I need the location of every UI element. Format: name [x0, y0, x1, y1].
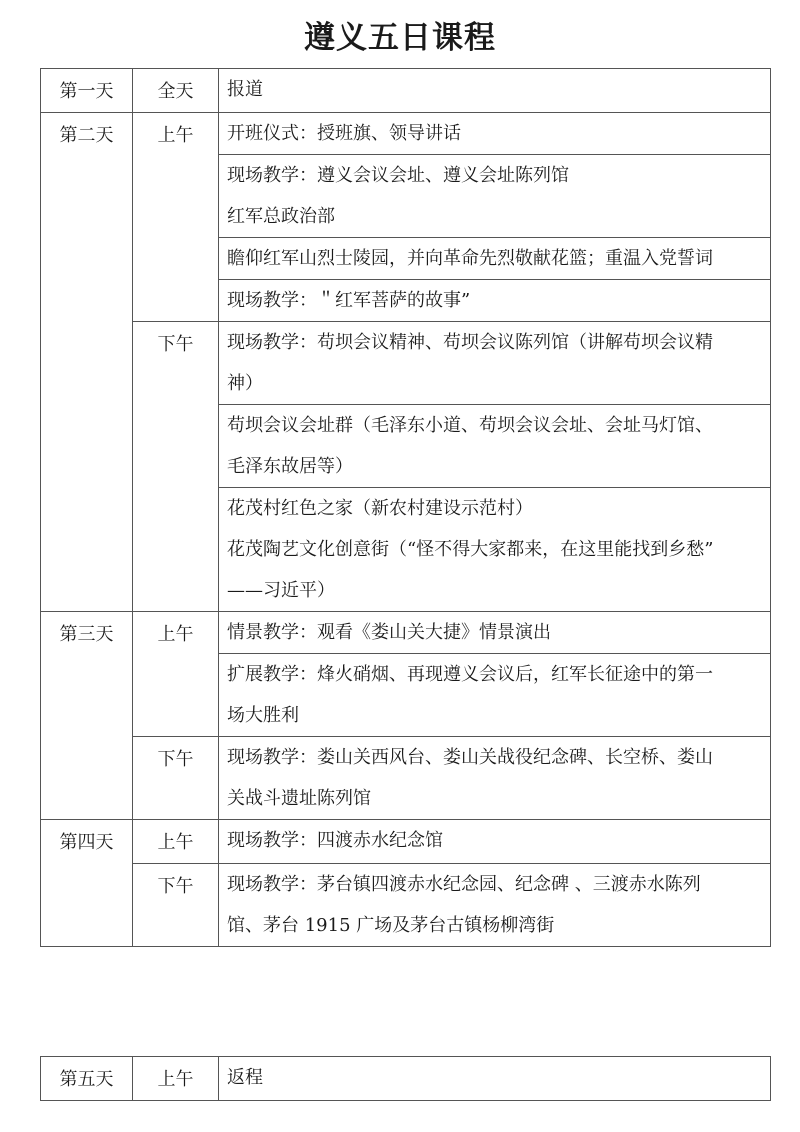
day-cell: [41, 612, 133, 820]
activity-line: 现场教学：遵义会议会址、遵义会址陈列馆: [227, 165, 569, 186]
activity-line: 毛泽东故居等）: [227, 456, 353, 477]
schedule-table: [40, 68, 771, 947]
schedule-table-final-day: [40, 1056, 771, 1101]
day-cell: [41, 69, 133, 113]
activity-line: 现场教学：苟坝会议精神、苟坝会议陈列馆（讲解苟坝会议精: [227, 332, 713, 353]
schedule-row: [41, 864, 771, 947]
period-label: 全天: [157, 81, 194, 102]
activity-line: 神）: [227, 373, 263, 394]
day-label: 第三天: [59, 624, 114, 645]
activity-cell: [219, 113, 771, 155]
activity-line: 报道: [227, 79, 263, 100]
activity-cell: [219, 820, 771, 864]
period-cell: [133, 1057, 219, 1101]
period-label: 上午: [157, 624, 194, 645]
activity-line: 现场教学：茅台镇四渡赤水纪念园、纪念碑 、三渡赤水陈列: [227, 874, 701, 895]
activity-cell: [219, 405, 771, 488]
period-label: 上午: [157, 1069, 194, 1090]
schedule-row: [41, 612, 771, 654]
activity-cell: [219, 238, 771, 280]
period-label: 上午: [157, 125, 194, 146]
schedule-row: [41, 1057, 771, 1101]
activity-line: 现场教学：娄山关西风台、娄山关战役纪念碑、长空桥、娄山: [227, 747, 713, 768]
activity-cell: [219, 612, 771, 654]
activity-line: 现场教学：＂红军菩萨的故事”: [227, 290, 471, 311]
activity-line: 红军总政治部: [227, 206, 335, 227]
period-cell: [133, 113, 219, 322]
period-label: 下午: [157, 749, 194, 770]
activity-cell: [219, 322, 771, 405]
activity-line: 扩展教学：烽火硝烟、再现遵义会议后，红军长征途中的第一: [227, 664, 713, 685]
schedule-row: [41, 113, 771, 155]
activity-line: ——习近平）: [227, 580, 335, 601]
schedule-row: [41, 69, 771, 113]
period-cell: [133, 737, 219, 820]
period-cell: [133, 820, 219, 864]
day-label: 第二天: [59, 125, 114, 146]
day-label: 第五天: [59, 1069, 114, 1090]
activity-cell: [219, 69, 771, 113]
period-cell: [133, 322, 219, 612]
activity-line: 花茂陶艺文化创意街（“怪不得大家都来，在这里能找到乡愁”: [227, 539, 714, 560]
day-cell: [41, 1057, 133, 1101]
activity-line: 场大胜利: [227, 705, 299, 726]
activity-line: 馆、茅台 1915 广场及茅台古镇杨柳湾街: [227, 915, 555, 936]
activity-line: 开班仪式：授班旗、领导讲话: [227, 123, 461, 144]
period-label: 下午: [157, 876, 194, 897]
activity-line: 苟坝会议会址群（毛泽东小道、苟坝会议会址、会址马灯馆、: [227, 415, 713, 436]
period-label: 下午: [157, 334, 194, 355]
schedule-row: [41, 820, 771, 864]
page-title: 遵义五日课程: [304, 20, 496, 56]
activity-line: 花茂村红色之家（新农村建设示范村）: [227, 498, 533, 519]
day-label: 第一天: [59, 81, 114, 102]
activity-line: 现场教学：四渡赤水纪念馆: [227, 830, 443, 851]
activity-line: 情景教学：观看《娄山关大捷》情景演出: [227, 622, 551, 643]
activity-line: 关战斗遗址陈列馆: [227, 788, 371, 809]
schedule-row: [41, 322, 771, 405]
period-cell: [133, 612, 219, 737]
activity-cell: [219, 280, 771, 322]
period-cell: [133, 69, 219, 113]
period-cell: [133, 864, 219, 947]
day-label: 第四天: [59, 832, 114, 853]
activity-cell: [219, 1057, 771, 1101]
activity-cell: [219, 488, 771, 612]
day-cell: [41, 113, 133, 612]
activity-cell: [219, 864, 771, 947]
activity-line: 返程: [227, 1067, 263, 1088]
activity-line: 瞻仰红军山烈士陵园，并向革命先烈敬献花篮；重温入党誓词: [227, 248, 713, 269]
day-cell: [41, 820, 133, 947]
period-label: 上午: [157, 832, 194, 853]
activity-cell: [219, 155, 771, 238]
activity-cell: [219, 654, 771, 737]
schedule-row: [41, 737, 771, 820]
activity-cell: [219, 737, 771, 820]
